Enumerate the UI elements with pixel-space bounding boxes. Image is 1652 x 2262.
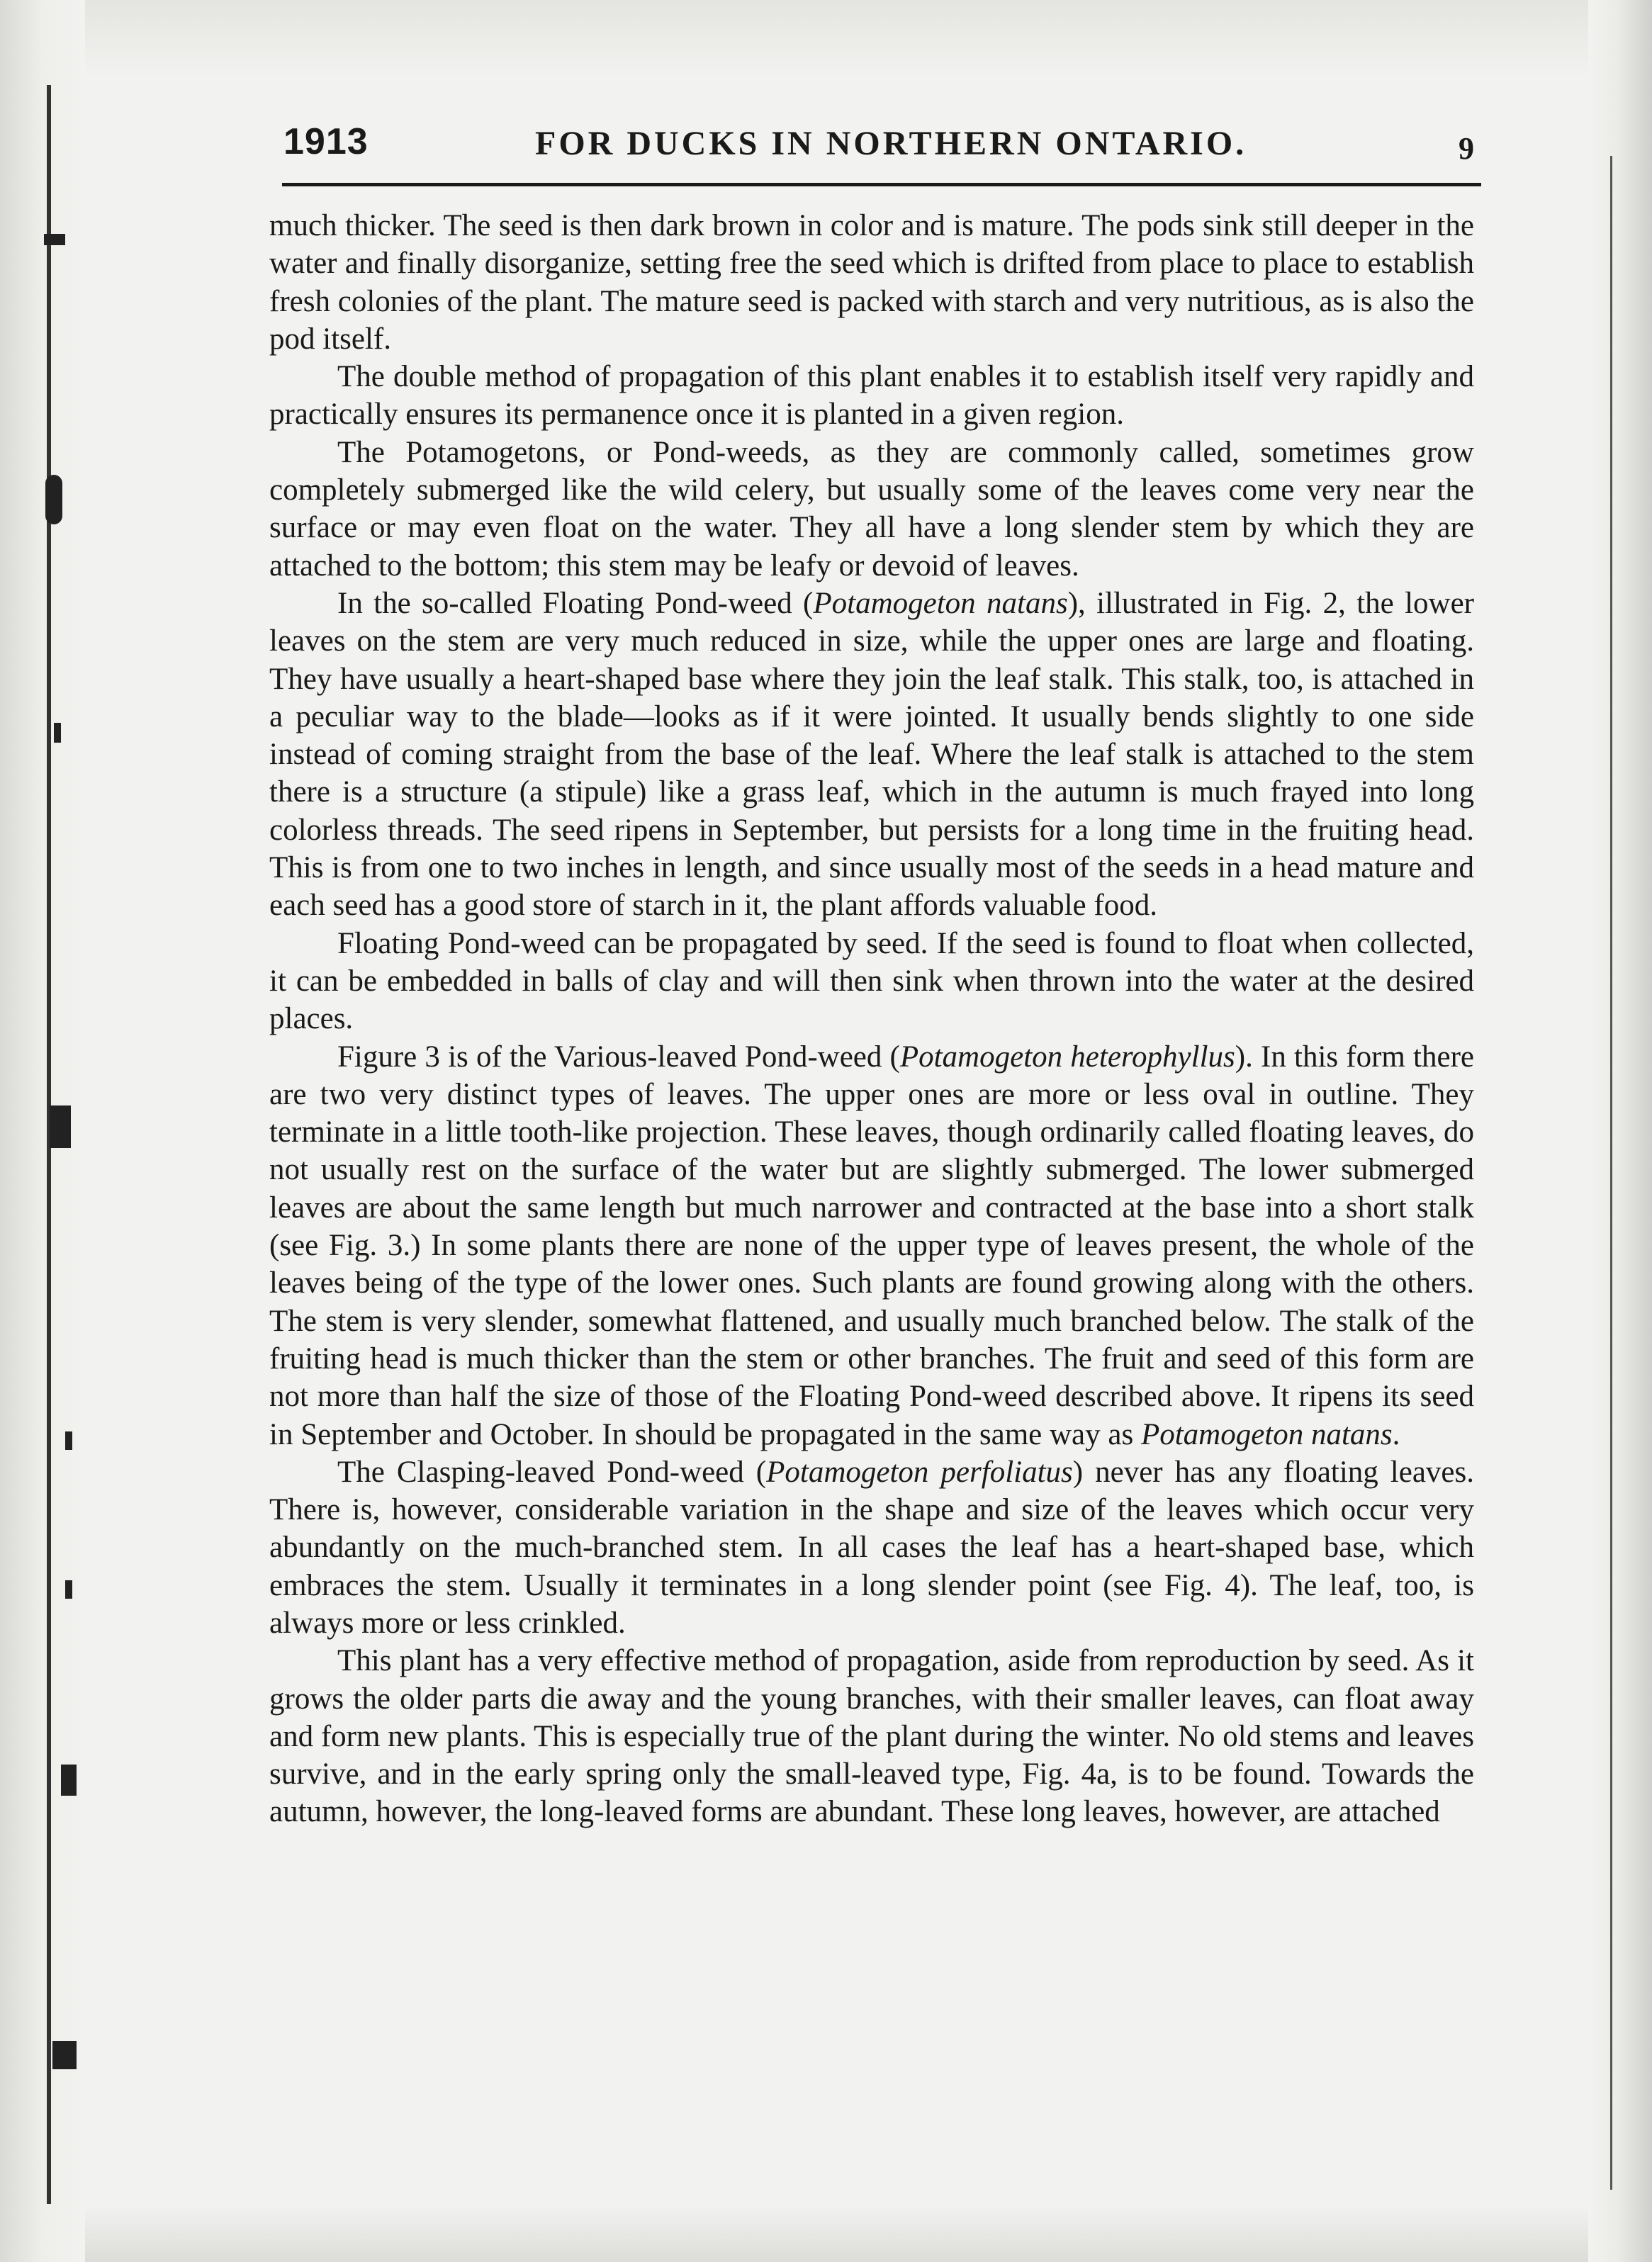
italic-species-name: Potamogeton heterophyllus xyxy=(899,1040,1235,1074)
paragraph xyxy=(269,1453,1474,1642)
paragraph-text: much thicker. The seed is then dark brown in color and is mature. The pods sink still deeper in the water and finally disorganize, setting free the seed which is drifted from place to place to establish fresh colonies of the plant. The mature seed is packed with starch and very nutritious, as is also the pod itself. xyxy=(269,209,1474,356)
header-year: 1913 xyxy=(283,121,369,162)
paragraph-text: The Clasping-leaved Pond-weed ( xyxy=(337,1455,767,1489)
margin-mark xyxy=(52,2041,77,2069)
paragraph-text: ). In this form there are two very distinct types of leaves. The upper ones are more or less oval in outline. They terminate in a little tooth-like projection. These leaves, though ordinarily called floating leaves, do not usually rest on the surface of the water but are slightly submerged. The lower submerged leaves are about the same length but much narrower and contracted at the base into a short stalk (see Fig. 3.) In some plants there are none of the upper type of leaves present, the whole of the leaves being of the type of the lower ones. Such plants are found growing along with the others. The stem is very slender, somewhat flattened, and usually much branched below. The stalk of the fruiting head is much thicker than the stem or other branches. The fruit and seed of this form are not more than half the size of those of the Floating Pond-weed described above. It ripens its seed in September and October. In should be propagated in the same way as xyxy=(269,1040,1474,1451)
header-title: FOR DUCKS IN NORTHERN ONTARIO. xyxy=(535,125,1247,162)
margin-mark xyxy=(65,1431,72,1450)
scan-left-edge xyxy=(0,0,85,2262)
paragraph xyxy=(269,434,1474,585)
page-number: 9 xyxy=(1459,131,1474,166)
scan-top-shading xyxy=(0,0,1652,78)
italic-species-name: Potamogeton perfoliatus xyxy=(766,1455,1073,1489)
paragraph xyxy=(269,358,1474,434)
body-text xyxy=(269,207,1474,1831)
margin-mark xyxy=(54,723,61,743)
scan-bottom-shading xyxy=(0,2205,1652,2262)
paragraph-text: The Potamogetons, or Pond-weeds, as they are commonly called, sometimes grow completely submerged like the wild celery, but usually some of the leaves come very near the surface or may even float on the water. They all have a long slender stem by which they are attached to the bottom; this stem may be leafy or devoid of leaves. xyxy=(269,435,1474,583)
margin-mark xyxy=(45,475,62,524)
margin-mark xyxy=(65,1580,72,1599)
paragraph-text: In the so-called Floating Pond-weed ( xyxy=(337,586,814,620)
scan-right-edge xyxy=(1588,0,1652,2262)
margin-mark xyxy=(50,1105,71,1148)
paragraph-text: Figure 3 is of the Various-leaved Pond-weed ( xyxy=(337,1040,900,1074)
paragraph-text: Floating Pond-weed can be propagated by seed. If the seed is found to float when collected, it can be embedded in balls of clay and will then sink when thrown into the water at the desired places. xyxy=(269,926,1474,1036)
paragraph xyxy=(269,925,1474,1038)
paragraph-text: ) never has any floating leaves. There is, however, considerable variation in the shape and size of the leaves which occur very abundantly on the much-branched stem. In all cases the leaf has a heart-shaped base, which embraces the stem. Usually it terminates in a long slender point (see Fig. 4). The leaf, too, is always more or less crinkled. xyxy=(269,1455,1474,1640)
paragraph-text: . xyxy=(1392,1417,1400,1451)
right-page-edge-rule xyxy=(1610,156,1612,2190)
paragraph-text: The double method of propagation of this plant enables it to establish itself very rapidly and practically ensures its permanence once it is planted in a given region. xyxy=(269,360,1474,432)
paragraph xyxy=(269,1038,1474,1453)
paragraph xyxy=(269,207,1474,358)
italic-species-name: Potamogeton natans xyxy=(813,586,1068,620)
paragraph-text: This plant has a very effective method of propagation, aside from reproduction by seed. As it grows the older parts die away and the young branches, with their smaller leaves, can float away and form new plants. This is especially true of the plant during the winter. No old stems and leaves survive, and in the early spring only the small-leaved type, Fig. 4a, is to be found. Towards the autumn, however, the long-leaved forms are abundant. These long leaves, however, are attached xyxy=(269,1644,1474,1829)
running-header xyxy=(283,120,1474,177)
paragraph-text: ), illustrated in Fig. 2, the lower leaves on the stem are very much reduced in size, while the upper ones are large and floating. They have usually a heart-shaped base where they join the leaf stalk. This stalk, too, is attached in a peculiar way to the blade—looks as if it were jointed. It usually bends slightly to one side instead of coming straight from the base of the leaf. Where the leaf stalk is attached to the stem there is a structure (a stipule) like a grass leaf, which in the autumn is much frayed into long colorless threads. The seed ripens in September, but persists for a long time in the fruiting head. This is from one to two inches in length, and since usually most of the seeds in a head mature and each seed has a good store of starch in it, the plant affords valuable food. xyxy=(269,586,1474,923)
margin-mark xyxy=(61,1765,77,1796)
paragraph xyxy=(269,1642,1474,1830)
paragraph xyxy=(269,585,1474,925)
margin-mark xyxy=(44,234,65,245)
italic-species-name: Potamogeton natans xyxy=(1140,1417,1393,1451)
header-rule xyxy=(282,183,1481,186)
